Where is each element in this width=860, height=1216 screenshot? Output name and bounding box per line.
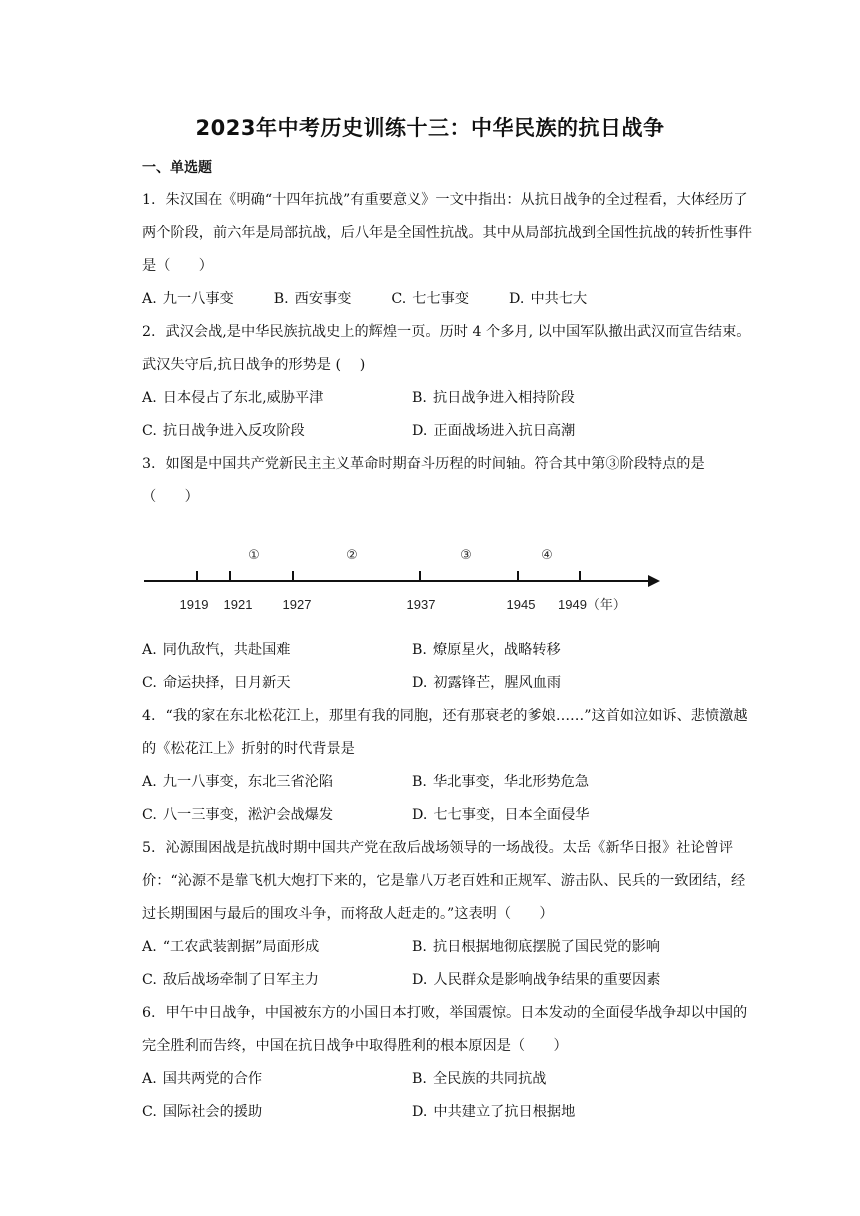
question-3: [142, 448, 754, 700]
option-c[interactable]: [142, 1096, 412, 1129]
question-stem: [142, 184, 754, 283]
option-letter: B.: [273, 291, 289, 307]
option-text: 抗日根据地彻底摆脱了国民党的影响: [432, 939, 660, 955]
option-text: “工农武装割据”局面形成: [162, 939, 320, 955]
question-1: [142, 184, 754, 316]
option-d[interactable]: [412, 667, 682, 700]
option-text: 初露锋芒，腥风血雨: [433, 675, 562, 691]
page-title: 2023年中考历史训练十三：中华民族的抗日战争: [195, 116, 665, 140]
question-stem: [142, 316, 754, 382]
option-text: 敌后战场牵制了日军主力: [162, 972, 319, 988]
option-letter: B.: [412, 939, 427, 955]
option-letter: C.: [142, 423, 157, 439]
stage-3-label: ③: [460, 548, 472, 563]
year-label: 1945: [506, 597, 536, 612]
option-letter: A.: [142, 291, 157, 307]
question-stem: [142, 448, 754, 514]
option-text: 中共建立了抗日根据地: [433, 1104, 576, 1120]
option-a[interactable]: [142, 766, 412, 799]
option-text: 七七事变: [412, 291, 470, 307]
year-label: 1927: [282, 597, 312, 612]
timeline-figure: [142, 514, 754, 634]
option-text: 日本侵占了东北,威胁平津: [162, 390, 324, 406]
question-6: [142, 997, 754, 1129]
option-a[interactable]: [142, 1063, 412, 1096]
stage-1-label: ①: [248, 548, 260, 563]
option-c[interactable]: [142, 415, 412, 448]
option-text: 中共七大: [530, 291, 588, 307]
option-c[interactable]: [142, 799, 412, 832]
options-row: [142, 799, 754, 832]
option-letter: C.: [142, 1104, 157, 1120]
options-row: [142, 931, 754, 964]
question-text: “我的家在东北松花江上，那里有我的同胞，还有那衰老的爹娘……”这首如泣如诉、悲愤激越的《松花江上》折射的时代背景是: [142, 708, 748, 757]
option-b[interactable]: [412, 634, 682, 667]
timeline-svg: [142, 522, 662, 626]
option-d[interactable]: [412, 964, 682, 997]
question-text: 甲午中日战争，中国被东方的小国日本打败，举国震惊。日本发动的全面侵华战争却以中国的完全胜利而告终，中国在抗日战争中取得胜利的根本原因是（ ）: [142, 1005, 748, 1054]
options-row: [142, 1063, 754, 1096]
question-list: [142, 184, 754, 1129]
option-text: 燎原星火，战略转移: [432, 642, 561, 658]
option-letter: B.: [412, 390, 427, 406]
option-letter: C.: [142, 675, 157, 691]
question-number: 4.: [142, 708, 156, 724]
option-a[interactable]: [142, 931, 412, 964]
option-a[interactable]: [142, 283, 234, 316]
option-letter: A.: [142, 939, 157, 955]
question-stem: [142, 832, 754, 931]
question-number: 3.: [142, 456, 156, 472]
option-text: 正面战场进入抗日高潮: [433, 423, 576, 439]
option-text: 八一三事变，淞沪会战爆发: [162, 807, 334, 823]
option-letter: B.: [412, 642, 427, 658]
year-label: 1949（年）: [558, 597, 626, 612]
year-label: 1937: [406, 597, 436, 612]
question-2: [142, 316, 754, 448]
options-row: [142, 634, 754, 667]
option-d[interactable]: [412, 1096, 682, 1129]
question-text: 沁源围困战是抗战时期中国共产党在敌后战场领导的一场战役。太岳《新华日报》社论曾评价：“沁源不是靠飞机大炮打下来的，它是靠八万老百姓和正规军、游击队、民兵的一致团结，经过长期围困与最后的围攻斗争，而将敌人赶走的。”这表明（ ）: [142, 840, 746, 922]
question-stem: [142, 700, 754, 766]
option-text: 西安事变: [294, 291, 352, 307]
option-text: 人民群众是影响战争结果的重要因素: [433, 972, 661, 988]
option-b[interactable]: [412, 382, 682, 415]
option-text: 国际社会的援助: [162, 1104, 263, 1120]
option-letter: D.: [412, 675, 428, 691]
options-row: [142, 766, 754, 799]
option-text: 全民族的共同抗战: [432, 1071, 547, 1087]
stage-4-label: ④: [541, 548, 553, 563]
option-c[interactable]: [391, 283, 469, 316]
option-d[interactable]: [412, 799, 682, 832]
option-c[interactable]: [142, 667, 412, 700]
option-letter: D.: [412, 423, 428, 439]
question-number: 5.: [142, 840, 156, 856]
options-row: [142, 964, 754, 997]
year-label: 1919: [179, 597, 209, 612]
year-label: 1921: [223, 597, 253, 612]
question-4: [142, 700, 754, 832]
options-row: [142, 283, 754, 316]
option-letter: B.: [412, 1071, 427, 1087]
option-letter: A.: [142, 642, 157, 658]
option-a[interactable]: [142, 382, 412, 415]
option-letter: A.: [142, 390, 157, 406]
options-row: [142, 382, 754, 415]
option-text: 九一八事变，东北三省沦陷: [162, 774, 334, 790]
option-text: 华北事变，华北形势危急: [432, 774, 590, 790]
options-row: [142, 415, 754, 448]
option-b[interactable]: [412, 766, 682, 799]
question-number: 2.: [142, 324, 156, 340]
options-row: [142, 1096, 754, 1129]
option-letter: C.: [142, 972, 157, 988]
option-text: 七七事变，日本全面侵华: [433, 807, 590, 823]
option-letter: D.: [412, 1104, 428, 1120]
option-c[interactable]: [142, 964, 412, 997]
option-d[interactable]: [509, 283, 587, 316]
option-text: 国共两党的合作: [162, 1071, 263, 1087]
option-letter: A.: [142, 1071, 157, 1087]
option-letter: D.: [412, 807, 428, 823]
option-text: 抗日战争进入相持阶段: [432, 390, 575, 406]
question-text: 如图是中国共产党新民主主义革命时期奋斗历程的时间轴。符合其中第③阶段特点的是（ ）: [142, 456, 705, 505]
question-number: 1.: [142, 192, 156, 208]
option-letter: C.: [391, 291, 407, 307]
question-5: [142, 832, 754, 997]
option-letter: D.: [412, 972, 428, 988]
option-d[interactable]: [412, 415, 682, 448]
section-heading: 一、单选题: [142, 160, 212, 176]
timeline-arrow-icon: [648, 575, 660, 587]
option-text: 九一八事变: [162, 291, 234, 307]
option-letter: B.: [412, 774, 427, 790]
option-text: 同仇敌忾，共赴国难: [162, 642, 291, 658]
question-number: 6.: [142, 1005, 156, 1021]
option-b[interactable]: [412, 1063, 682, 1096]
option-b[interactable]: [274, 283, 352, 316]
question-text: 朱汉国在《明确“十四年抗战”有重要意义》一文中指出：从抗日战争的全过程看，大体经历了两个阶段，前六年是局部抗战，后八年是全国性抗战。其中从局部抗战到全国性抗战的转折性事件是（ ）: [142, 192, 753, 274]
question-text: 武汉会战,是中华民族抗战史上的辉煌一页。历时 4 个多月, 以中国军队撤出武汉而宣告结束。武汉失守后,抗日战争的形势是 ( ): [142, 324, 751, 373]
stage-2-label: ②: [346, 548, 358, 563]
option-letter: C.: [142, 807, 157, 823]
option-letter: D.: [509, 291, 525, 307]
option-b[interactable]: [412, 931, 682, 964]
options-row: [142, 667, 754, 700]
option-text: 命运抉择，日月新天: [162, 675, 291, 691]
option-text: 抗日战争进入反攻阶段: [162, 423, 305, 439]
question-stem: [142, 997, 754, 1063]
option-a[interactable]: [142, 634, 412, 667]
option-letter: A.: [142, 774, 157, 790]
